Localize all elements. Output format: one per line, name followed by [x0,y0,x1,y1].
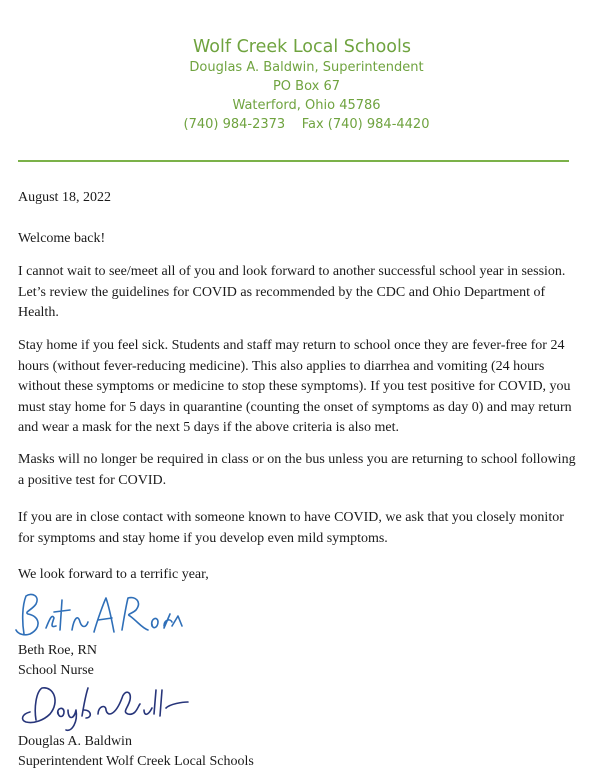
superintendent-name: Douglas A. Baldwin [18,734,132,749]
paragraph-close-contact: If you are in close contact with someone known to have COVID, we ask that you closely monitor for symptoms and stay home if you develop even mild symptoms. [18,510,564,546]
superintendent-title: Superintendent Wolf Creek Local Schools [18,754,254,769]
nurse-signature [6,588,196,644]
closing-line: We look forward to a terrific year, [18,567,209,582]
superintendent-line: Douglas A. Baldwin, Superintendent [189,60,424,75]
paragraph-intro: I cannot wait to see/meet all of you and look forward to another successful school year in session. Let’s review the guidelines for COVID as recommended by the CDC and Ohio Department of Health. [18,264,566,320]
letterhead [0,36,613,134]
phone-fax: (740) 984-2373 Fax (740) 984-4420 [183,117,430,132]
superintendent-signature [12,680,192,736]
paragraph-masks: Masks will no longer be required in class or on the bus unless you are returning to school following a positive test for COVID. [18,452,576,488]
city-state-zip: Waterford, Ohio 45786 [232,98,381,113]
paragraph-stay-home: Stay home if you feel sick. Students and staff may return to school once they are fever-free for 24 hours (without fever-reducing medicine). This also applies to diarrhea and vomiting (24 hours without these symptoms or medicine to stop these symptoms). If you test positive for COVID, you must stay home for 5 days in quarantine (counting the onset of symptoms as day 0) and may return and wear a mask for the next 5 days if the above criteria is also met. [18,338,572,435]
organization-name: Wolf Creek Local Schools [193,37,411,57]
header-divider [18,160,569,162]
nurse-title: School Nurse [18,663,94,678]
letter-date: August 18, 2022 [18,190,111,205]
po-box: PO Box 67 [272,79,341,94]
nurse-name: Beth Roe, RN [18,643,97,658]
greeting: Welcome back! [18,231,106,246]
